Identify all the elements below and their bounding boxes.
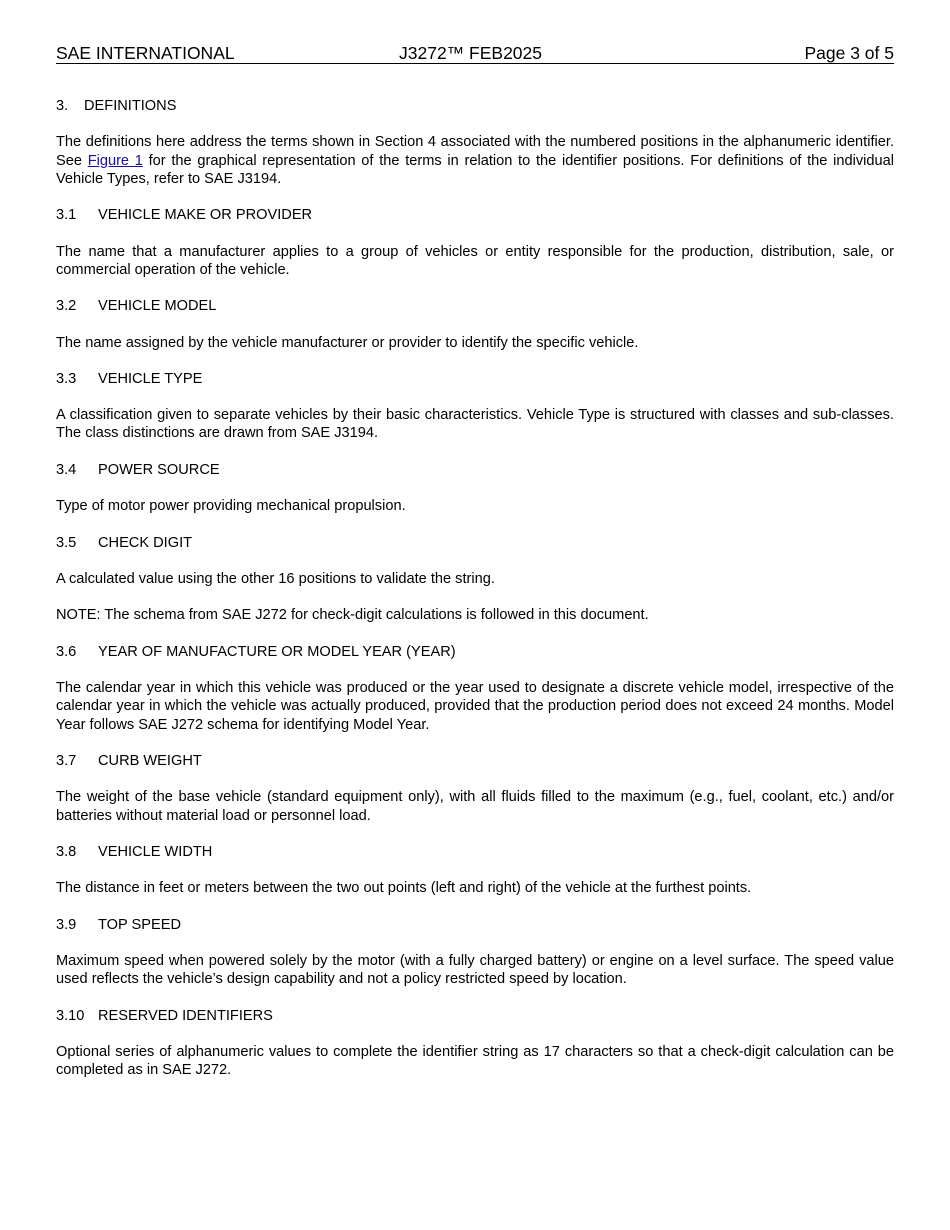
definition-text: The name that a manufacturer applies to a group of vehicles or entity responsible for the production, distribution, sale, or commercial operation of the vehicle. — [56, 243, 894, 278]
definition-number: 3.2 — [56, 298, 77, 315]
definition-heading — [56, 916, 894, 934]
header-page-number: Page 3 of 5 — [804, 43, 894, 63]
definition-title: VEHICLE MODEL — [98, 298, 217, 315]
header-doc-id: J3272™ FEB2025 — [399, 43, 543, 63]
definition-note: NOTE: The schema from SAE J272 for check-digit calculations is followed in this document. — [56, 607, 649, 624]
definition-title: POWER SOURCE — [98, 461, 220, 478]
section-title: DEFINITIONS — [84, 98, 177, 114]
definition-text: A classification given to separate vehicles by their basic characteristics. Vehicle Type is structured with classes and sub-classes. The class distinctions are drawn from SAE J3194. — [56, 407, 894, 442]
definition-text: The calendar year in which this vehicle was produced or the year used to designate a discrete vehicle model, irrespective of the calendar year in which the vehicle was actually produced, provided that the production period does not exceed 24 months. Model Year follows SAE J272 schema for identifying Model Year. — [56, 680, 894, 733]
definition-heading — [56, 1007, 894, 1025]
intro-text-before: The definitions here address the terms shown in Section 4 associated with the numbered positions in the alphanumeric identifier. See — [56, 134, 894, 169]
definition-number: 3.6 — [56, 643, 77, 660]
definition-heading — [56, 461, 894, 479]
header-org: SAE INTERNATIONAL — [56, 43, 235, 63]
definition-text: The name assigned by the vehicle manufacturer or provider to identify the specific vehicle. — [56, 334, 639, 351]
section-heading — [56, 97, 894, 115]
definition-text: The weight of the base vehicle (standard equipment only), with all fluids filled to the maximum (e.g., fuel, coolant, etc.) and/or batteries without material load or personnel load. — [56, 789, 894, 824]
section-intro — [56, 133, 894, 188]
definition-number: 3.4 — [56, 461, 77, 478]
definition-text: Maximum speed when powered solely by the motor (with a fully charged battery) or engine on a level surface. The speed value used reflects the vehicle’s design capability and not a policy restricted speed by location. — [56, 953, 894, 988]
definition-heading — [56, 370, 894, 388]
definition-text: Optional series of alphanumeric values to complete the identifier string as 17 characters so that a check-digit calculation can be completed as in SAE J272. — [56, 1044, 894, 1079]
definition-text: The distance in feet or meters between the two out points (left and right) of the vehicle at the furthest points. — [56, 880, 752, 897]
definition-heading — [56, 643, 894, 661]
definition-heading — [56, 534, 894, 552]
definition-number: 3.7 — [56, 752, 77, 769]
definition-heading — [56, 206, 894, 224]
section-number: 3. — [56, 98, 69, 114]
definition-heading — [56, 752, 894, 770]
definition-text: A calculated value using the other 16 positions to validate the string. — [56, 571, 495, 588]
definition-number: 3.1 — [56, 207, 77, 224]
definition-number: 3.9 — [56, 916, 77, 933]
definition-title: CURB WEIGHT — [98, 752, 202, 769]
definition-heading — [56, 297, 894, 315]
page-header — [56, 43, 894, 64]
definition-title: RESERVED IDENTIFIERS — [98, 1007, 273, 1024]
document-body — [56, 97, 894, 1098]
definition-title: VEHICLE MAKE OR PROVIDER — [98, 207, 313, 224]
definition-number: 3.3 — [56, 370, 77, 387]
definition-title: YEAR OF MANUFACTURE OR MODEL YEAR (YEAR) — [98, 643, 456, 660]
definitions-list — [56, 206, 894, 1079]
definition-text: Type of motor power providing mechanical propulsion. — [56, 498, 406, 515]
definition-title: TOP SPEED — [98, 916, 182, 933]
definition-title: CHECK DIGIT — [98, 534, 193, 551]
definition-number: 3.10 — [56, 1007, 85, 1024]
figure-1-link[interactable]: Figure 1 — [87, 152, 143, 169]
definition-number: 3.8 — [56, 843, 77, 860]
intro-text-after: for the graphical representation of the terms in relation to the identifier positions. For definitions of the individual Vehicle Types, refer to SAE J3194. — [56, 152, 894, 187]
definition-title: VEHICLE WIDTH — [98, 843, 213, 860]
definition-heading — [56, 843, 894, 861]
definition-number: 3.5 — [56, 534, 77, 551]
definition-title: VEHICLE TYPE — [98, 370, 203, 387]
